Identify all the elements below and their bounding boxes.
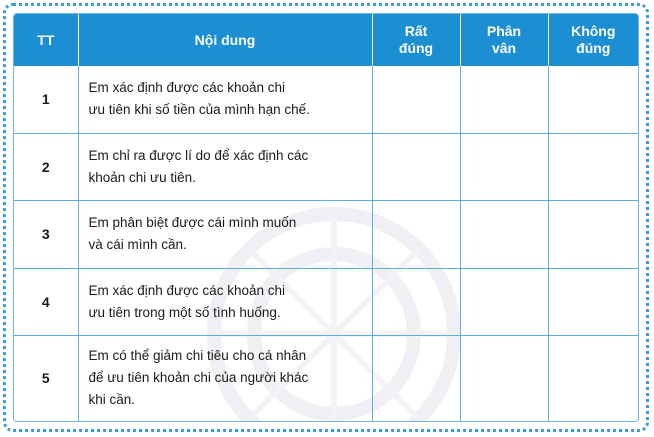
content-line: Em phân biệt được cái mình muốn bbox=[88, 215, 297, 231]
cell-rat-dung[interactable] bbox=[372, 201, 460, 268]
cell-khong-dung[interactable] bbox=[548, 268, 638, 335]
table-row bbox=[14, 268, 638, 335]
table-header-row bbox=[14, 14, 638, 66]
row-number: 2 bbox=[14, 133, 78, 200]
cell-rat-dung[interactable] bbox=[372, 133, 460, 200]
self-assessment-table bbox=[14, 14, 638, 421]
cell-phan-van[interactable] bbox=[460, 268, 548, 335]
cell-phan-van[interactable] bbox=[460, 201, 548, 268]
row-number: 5 bbox=[14, 335, 78, 421]
cell-rat-dung[interactable] bbox=[372, 66, 460, 133]
row-number: 3 bbox=[14, 201, 78, 268]
row-content bbox=[78, 66, 372, 133]
content-line: Em chỉ ra được lí do để xác định các bbox=[88, 148, 309, 164]
content-line: Em xác định được các khoản chi bbox=[88, 80, 285, 96]
row-number: 1 bbox=[14, 66, 78, 133]
cell-khong-dung[interactable] bbox=[548, 133, 638, 200]
content-line: ưu tiên khi số tiền của mình hạn chế. bbox=[88, 102, 310, 118]
row-content bbox=[78, 201, 372, 268]
table-container bbox=[13, 13, 639, 422]
cell-rat-dung[interactable] bbox=[372, 335, 460, 421]
content-line: ưu tiên trong một số tình huống. bbox=[88, 304, 281, 320]
cell-phan-van[interactable] bbox=[460, 133, 548, 200]
row-content bbox=[78, 268, 372, 335]
cell-khong-dung[interactable] bbox=[548, 66, 638, 133]
content-line: Em có thể giảm chi tiêu cho cá nhân bbox=[88, 348, 307, 364]
cell-khong-dung[interactable] bbox=[548, 335, 638, 421]
content-line: để ưu tiên khoản chi của người khác bbox=[88, 370, 309, 386]
row-number: 4 bbox=[14, 268, 78, 335]
table-row bbox=[14, 133, 638, 200]
content-line: và cái mình cần. bbox=[88, 237, 187, 253]
cell-khong-dung[interactable] bbox=[548, 201, 638, 268]
table-row bbox=[14, 335, 638, 421]
header-tt: TT bbox=[14, 14, 78, 66]
content-line: khi cần. bbox=[88, 392, 136, 408]
row-content bbox=[78, 335, 372, 421]
header-khong-dung: Không đúng bbox=[548, 14, 638, 66]
cell-phan-van[interactable] bbox=[460, 335, 548, 421]
cell-rat-dung[interactable] bbox=[372, 268, 460, 335]
table-row bbox=[14, 201, 638, 268]
header-content: Nội dung bbox=[78, 14, 372, 66]
content-line: Em xác định được các khoản chi bbox=[88, 282, 285, 298]
row-content bbox=[78, 133, 372, 200]
content-line: khoản chi ưu tiên. bbox=[88, 170, 196, 186]
header-phan-van: Phân vân bbox=[460, 14, 548, 66]
table-frame bbox=[3, 3, 649, 432]
table-row bbox=[14, 66, 638, 133]
header-rat-dung: Rất đúng bbox=[372, 14, 460, 66]
cell-phan-van[interactable] bbox=[460, 66, 548, 133]
